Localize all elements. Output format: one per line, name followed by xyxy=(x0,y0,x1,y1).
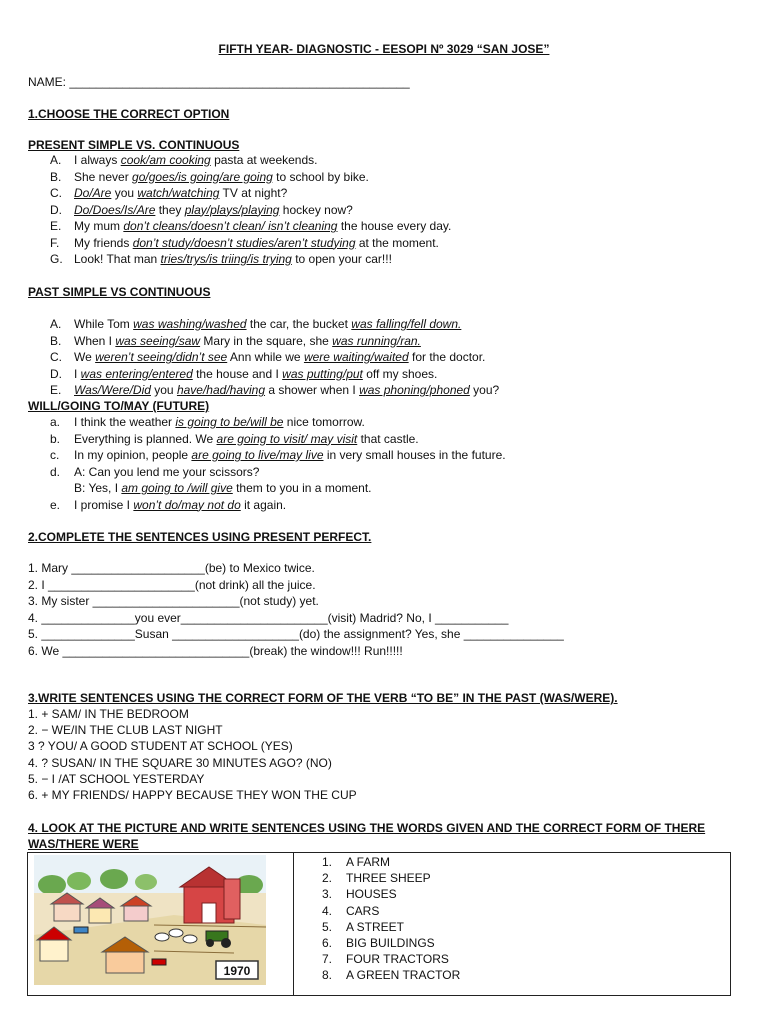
item-prefix: While Tom xyxy=(74,317,134,331)
item-options-2: was running/ran. xyxy=(332,333,421,348)
list-number: 8. xyxy=(322,968,333,983)
list-text: A GREEN TRACTOR xyxy=(346,968,461,983)
exercise-line: 4. ? SUSAN/ IN THE SQUARE 30 MINUTES AGO? (NO) xyxy=(28,755,332,770)
item-options: tries/trys/is triing/is trying xyxy=(160,252,292,266)
item-prefix: A: Can you lend me your scissors? xyxy=(74,464,260,479)
item-suffix: to school by bike. xyxy=(272,169,369,184)
item-marker: D. xyxy=(50,366,62,381)
house xyxy=(40,939,68,961)
item-suffix: it again. xyxy=(240,497,287,512)
section2-heading: 2.COMPLETE THE SENTENCES USING PRESENT PERFECT. xyxy=(28,530,372,544)
house xyxy=(124,905,148,921)
section4-heading-line1: 4. LOOK AT THE PICTURE AND WRITE SENTENCES USING THE WORDS GIVEN AND THE CORRECT FORM OF THERE xyxy=(28,821,706,835)
item-prefix: We xyxy=(74,350,96,364)
item-prefix: In my opinion, people xyxy=(74,448,192,462)
item-text xyxy=(74,414,365,430)
item-middle: you xyxy=(150,383,177,397)
list-number: 4. xyxy=(322,903,333,918)
item-options-2: have/had/having xyxy=(176,383,266,397)
item-marker: b. xyxy=(50,431,61,446)
item-text xyxy=(74,382,499,398)
sheep xyxy=(169,929,183,937)
list-text: FOUR TRACTORS xyxy=(346,952,449,967)
sheep xyxy=(155,933,169,941)
item-text xyxy=(74,349,485,365)
page-title: FIFTH YEAR- DIAGNOSTIC - EESOPI Nº 3029 “SAN JOSE” xyxy=(218,42,550,56)
past-heading: PAST SIMPLE VS CONTINUOUS xyxy=(28,285,211,299)
item-options: was entering/entered xyxy=(80,366,193,381)
list-text: THREE SHEEP xyxy=(346,871,431,886)
item-marker: c. xyxy=(50,448,60,462)
exercise-line: 4. ______________you ever______________________(visit) Madrid? No, I ___________ xyxy=(28,610,509,625)
item-options-2: was falling/fell down. xyxy=(351,317,462,331)
future-heading: WILL/GOING TO/MAY (FUTURE) xyxy=(28,399,210,413)
item-text xyxy=(74,251,392,267)
tree xyxy=(135,874,157,890)
present-heading: PRESENT SIMPLE VS. CONTINUOUS xyxy=(28,138,240,152)
list-text: BIG BUILDINGS xyxy=(346,936,435,950)
list-text: HOUSES xyxy=(346,887,397,902)
item-prefix: My friends xyxy=(74,235,133,250)
item-marker: A. xyxy=(50,317,62,331)
item-text xyxy=(74,152,317,168)
item-suffix: to open your car!!! xyxy=(291,252,392,266)
name-label: NAME: xyxy=(28,75,67,89)
exercise-line: 2. − WE/IN THE CLUB LAST NIGHT xyxy=(28,723,223,738)
list-text: CARS xyxy=(346,903,380,918)
item-text xyxy=(74,235,439,251)
car xyxy=(74,927,88,933)
section1-heading: 1.CHOOSE THE CORRECT OPTION xyxy=(28,107,230,121)
item-text xyxy=(74,169,369,185)
item-middle: Mary in the square, she xyxy=(200,333,333,348)
item-text xyxy=(74,366,437,382)
item-options-3: was phoning/phoned xyxy=(359,383,470,397)
item-prefix: My mum xyxy=(74,219,124,233)
item-marker: d. xyxy=(50,464,61,479)
list-text: A STREET xyxy=(346,919,405,934)
sheep xyxy=(183,935,197,943)
exercise-line: 2. I ______________________(not drink) all the juice. xyxy=(28,577,316,592)
exercise-line: 5. − I /AT SCHOOL YESTERDAY xyxy=(28,771,205,786)
item-options: Do/Does/Is/Are xyxy=(74,202,156,217)
car xyxy=(152,959,166,965)
item-options: was seeing/saw xyxy=(115,333,201,348)
item-marker: C. xyxy=(50,350,62,364)
item-prefix: I xyxy=(74,366,81,381)
item-prefix: Look! That man xyxy=(74,252,161,266)
item-prefix: B: Yes, I xyxy=(74,481,122,495)
item-options: weren’t seeing/didn’t see xyxy=(95,350,228,364)
list-number: 7. xyxy=(322,952,333,967)
item-marker: A. xyxy=(50,153,62,167)
item-text xyxy=(74,316,461,332)
house xyxy=(54,903,80,921)
item-marker: B. xyxy=(50,169,62,184)
item-marker: G. xyxy=(50,252,63,266)
item-text xyxy=(74,497,286,513)
item-marker: B. xyxy=(50,333,62,348)
item-marker: E. xyxy=(50,219,62,233)
list-number: 2. xyxy=(322,871,333,886)
item-options: Was/Were/Did xyxy=(74,383,151,397)
item-suffix: them to you in a moment. xyxy=(232,481,372,495)
item-options: am going to /will give xyxy=(121,481,233,495)
item-suffix: off my shoes. xyxy=(362,366,438,381)
item-suffix: pasta at weekends. xyxy=(210,153,318,167)
exercise-line: 3. My sister ______________________(not study) yet. xyxy=(28,594,319,608)
item-suffix: the house every day. xyxy=(337,219,452,233)
item-middle: the car, the bucket xyxy=(246,317,352,331)
item-suffix: hockey now? xyxy=(279,202,353,217)
item-prefix: When I xyxy=(74,333,116,348)
item-options: don’t cleans/doesn’t clean/ isn’t cleaning xyxy=(123,219,338,233)
item-suffix: you? xyxy=(469,383,500,397)
item-middle-2: a shower when I xyxy=(265,383,360,397)
table-divider xyxy=(293,853,294,995)
item-options: go/goes/is going/are going xyxy=(132,169,273,184)
house xyxy=(106,951,144,973)
farm-picture xyxy=(34,855,266,985)
house xyxy=(89,907,111,923)
item-options: is going to be/will be xyxy=(175,415,284,429)
name-line xyxy=(28,74,410,90)
item-text xyxy=(74,185,287,201)
item-options: Do/Are xyxy=(74,186,112,200)
exercise-line: 1. Mary ____________________(be) to Mexico twice. xyxy=(28,561,315,575)
exercise-line: 3 ? YOU/ A GOOD STUDENT AT SCHOOL (YES) xyxy=(28,739,293,754)
list-text: A FARM xyxy=(346,855,391,869)
item-middle: the house and I xyxy=(192,366,283,381)
exercise-line: 6. + MY FRIENDS/ HAPPY BECAUSE THEY WON THE CUP xyxy=(28,788,357,802)
item-text xyxy=(74,431,419,447)
item-options-2: play/plays/playing xyxy=(184,202,280,217)
item-prefix: I think the weather xyxy=(74,415,176,429)
item-suffix: for the doctor. xyxy=(408,350,486,364)
list-number: 3. xyxy=(322,887,333,902)
tree xyxy=(67,872,91,890)
item-text xyxy=(74,333,421,349)
item-options: won’t do/may not do xyxy=(133,497,241,512)
item-marker: e. xyxy=(50,497,61,512)
section4-heading-line2: WAS/THERE WERE xyxy=(28,837,139,851)
exercise-line: 5. ______________Susan ___________________(do) the assignment? Yes, she _______________ xyxy=(28,627,564,641)
item-options-2: was putting/put xyxy=(282,366,363,381)
exercise-table xyxy=(27,852,731,996)
item-text xyxy=(74,218,451,234)
item-marker: F. xyxy=(50,235,60,250)
item-middle: you xyxy=(111,186,138,200)
item-suffix: in very small houses in the future. xyxy=(323,448,506,462)
name-blank: ___________________________________________________ xyxy=(69,75,410,89)
list-number: 1. xyxy=(322,855,333,869)
item-options-2: watch/watching xyxy=(137,186,220,200)
item-marker: C. xyxy=(50,186,62,200)
item-options: are going to live/may live xyxy=(191,448,324,462)
exercise-line: 1. + SAM/ IN THE BEDROOM xyxy=(28,707,189,721)
item-prefix: Everything is planned. We xyxy=(74,431,217,446)
item-middle: Ann while we xyxy=(227,350,304,364)
item-suffix: at the moment. xyxy=(355,235,439,250)
year-label: 1970 xyxy=(223,964,251,978)
item-prefix: I always xyxy=(74,153,121,167)
item-marker: E. xyxy=(50,383,62,397)
exercise-line: 6. We ____________________________(break) the window!!! Run!!!!! xyxy=(28,643,403,658)
tree xyxy=(38,875,66,895)
item-suffix: TV at night? xyxy=(219,186,288,200)
item-suffix: nice tomorrow. xyxy=(283,415,365,429)
item-marker: D. xyxy=(50,202,62,217)
item-text xyxy=(74,464,259,480)
item-text xyxy=(74,480,372,496)
item-text xyxy=(74,202,353,218)
item-options: was washing/washed xyxy=(133,317,247,331)
item-prefix: I promise I xyxy=(74,497,134,512)
section3-heading: 3.WRITE SENTENCES USING THE CORRECT FORM OF THE VERB “TO BE” IN THE PAST (WAS/WERE). xyxy=(28,691,618,705)
item-options: cook/am cooking xyxy=(120,153,211,167)
item-middle: they xyxy=(155,202,185,217)
item-options-2: were waiting/waited xyxy=(303,350,409,364)
tree xyxy=(100,869,128,889)
item-prefix: She never xyxy=(74,169,133,184)
list-number: 5. xyxy=(322,919,333,934)
item-marker: a. xyxy=(50,415,61,429)
item-options: don’t study/doesn’t studies/aren’t studying xyxy=(132,235,356,250)
list-number: 6. xyxy=(322,936,333,950)
item-suffix: that castle. xyxy=(357,431,419,446)
item-text xyxy=(74,447,506,463)
item-options: are going to visit/ may visit xyxy=(216,431,358,446)
